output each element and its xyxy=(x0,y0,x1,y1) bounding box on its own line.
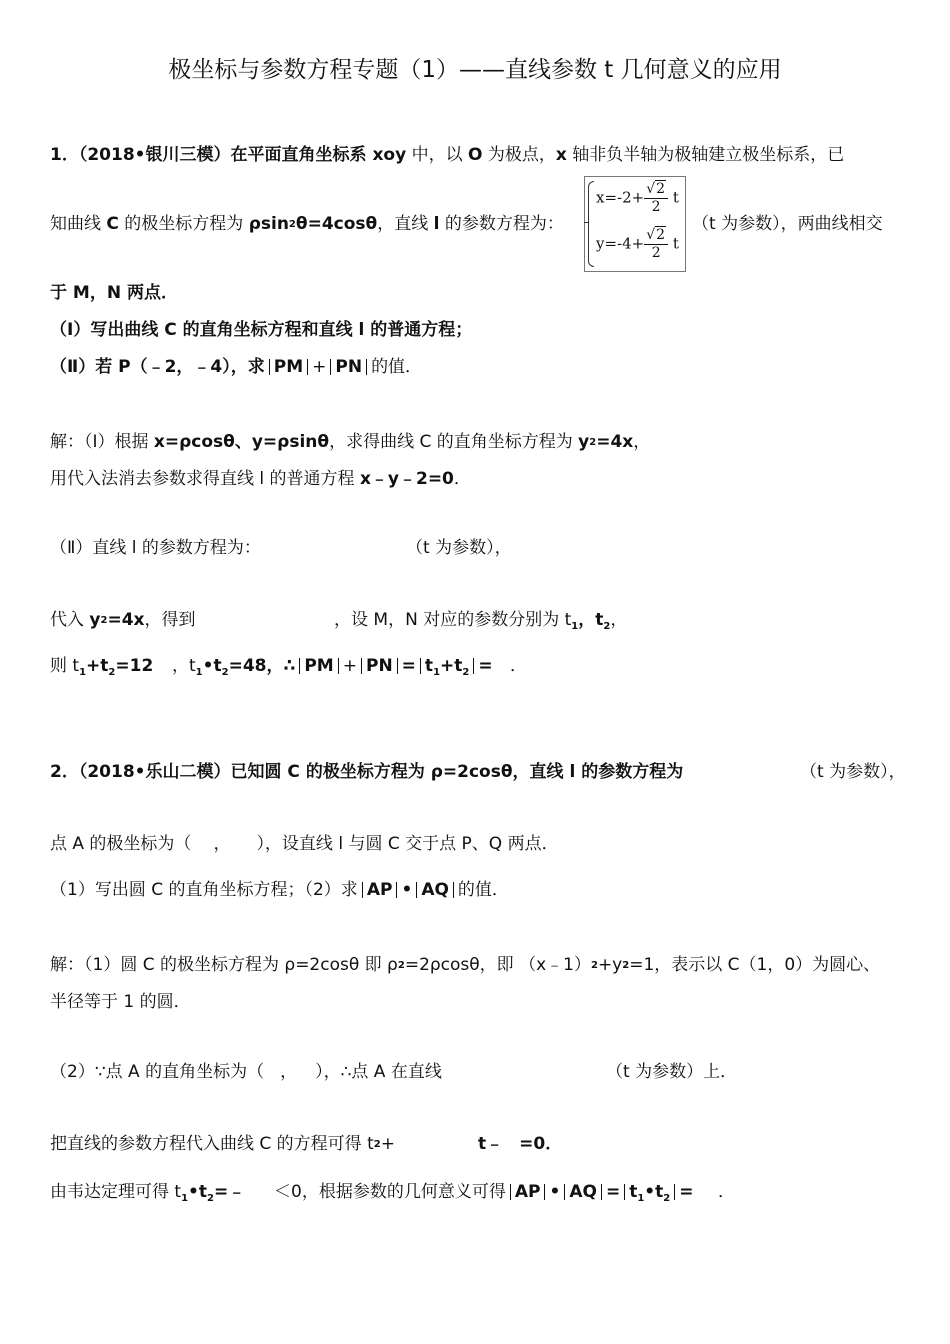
problem2-question: （1）写出圆 C 的直角坐标方程；（2）求 AP • AQ 的值． xyxy=(50,880,509,900)
problem1-solution3a: （Ⅱ）直线 l 的参数方程为： xyxy=(50,538,261,558)
problem1-line1: 1．（2018•银川三模）在平面直角坐标系 xoy 中，以 O 为极点，x 轴非负半轴为极轴建立极坐标系，已 xyxy=(50,145,845,165)
page-title: 极坐标与参数方程专题（1）——直线参数 t 几何意义的应用 xyxy=(168,57,782,83)
problem1-solution4a: 代入 $y^2=4x$，得到 xyxy=(50,610,196,630)
problem2-solution5c: ． xyxy=(718,1182,735,1202)
problem1-solution1: 解：（Ⅰ）根据 x=ρcosθ、y=ρsinθ，求得曲线 C 的直角坐标方程为 $y^2=4x$， xyxy=(50,432,651,452)
problem2-solution3a: （2）∵点 A 的直角坐标为（ ， ），∴点 A 在直线 xyxy=(50,1062,442,1082)
problem1-solution5b: ，$t_1•t_2=48$，∴ PM + PN = $t_1+t_2$ = xyxy=(172,656,493,678)
problem1-question2: （Ⅱ）若 P（﹣2，﹣4），求 PM + PN 的值． xyxy=(50,357,423,377)
problem1-solution2: 用代入法消去参数求得直线 l 的普通方程 x﹣y﹣2=0． xyxy=(50,469,471,489)
problem2-solution2: 半径等于 1 的圆． xyxy=(50,992,191,1012)
problem1-line2a: 知曲线 C 的极坐标方程为 ρsin$^2$θ=4cosθ，直线 l 的参数方程为： xyxy=(50,214,564,234)
equation-y-row: y=-4+ $\frac{√2}{2}$ t xyxy=(596,227,679,261)
problem2-line1b: （t 为参数）， xyxy=(800,762,906,782)
problem1-solution5c: ． xyxy=(510,656,527,676)
problem1-solution5a: 则 $t_1+t_2=12$ xyxy=(50,656,154,678)
problem2-solution5b: ＜0，根据参数的几何意义可得 AP • AQ = $t_1•t_2$ = xyxy=(274,1182,694,1204)
problem2-solution4a: 把直线的参数方程代入曲线 C 的方程可得 $t^2+$ xyxy=(50,1134,395,1154)
problem2-solution3b: （t 为参数）上． xyxy=(606,1062,738,1082)
problem1-solution4b: ，设 M，N 对应的参数分别为 $t_1$，$t_2$， xyxy=(334,610,628,632)
problem1-solution3b: （t 为参数）， xyxy=(406,538,512,558)
left-brace-icon xyxy=(588,181,594,267)
problem2-line1a: 2．（2018•乐山二模）已知圆 C 的极坐标方程为 ρ=2cosθ，直线 l 的参数方程为 xyxy=(50,762,684,782)
problem1-line2b: （t 为参数），两曲线相交 xyxy=(692,214,883,234)
problem2-line2: 点 A 的极坐标为（ ， ），设直线 l 与圆 C 交于点 P、Q 两点． xyxy=(50,834,559,854)
problem1-question1: （Ⅰ）写出曲线 C 的直角坐标方程和直线 l 的普通方程； xyxy=(50,320,473,340)
problem2-solution5a: 由韦达定理可得 $t_1•t_2=﹣$ xyxy=(50,1182,246,1204)
problem1-line3: 于 M，N 两点． xyxy=(50,283,178,303)
problem2-solution1: 解：（1）圆 C 的极坐标方程为 ρ=2cosθ 即 $\rho^2=2\rho\cos\theta$，即 $(x﹣1)^2+y^2=1$，表示以 C（1，0）为圆心、 xyxy=(50,955,881,975)
equation-x-row: x=-2+ $\frac{√2}{2}$ t xyxy=(596,181,679,215)
problem2-solution4b: t﹣ =0． xyxy=(478,1134,563,1154)
parametric-equation-image xyxy=(584,176,686,272)
